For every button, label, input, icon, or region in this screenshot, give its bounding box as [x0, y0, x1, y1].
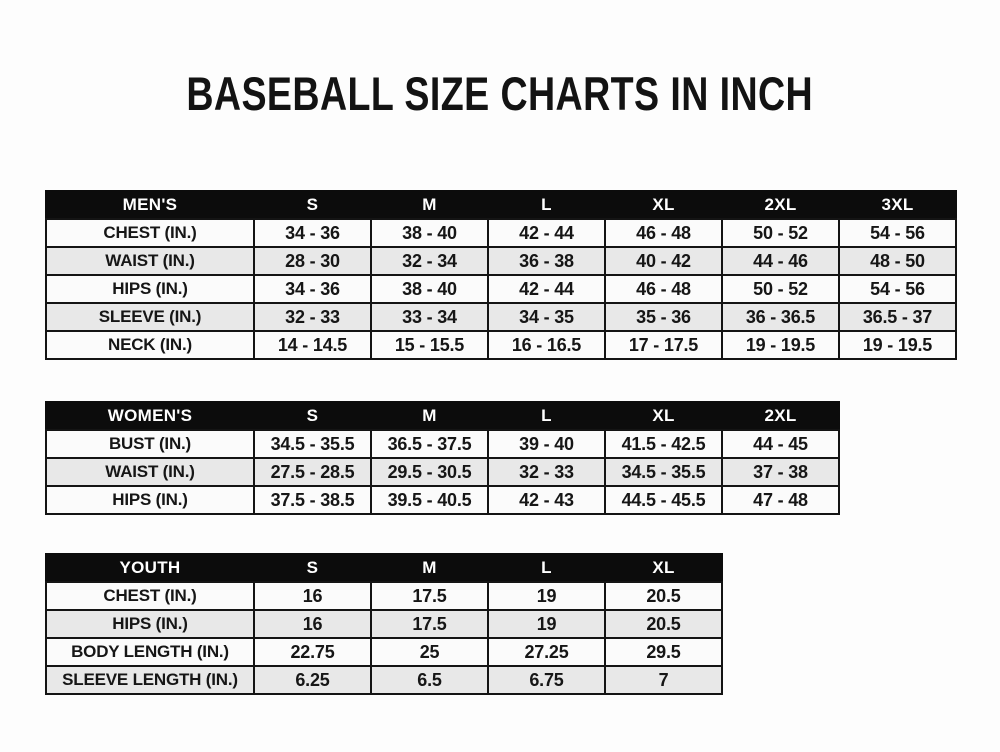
- measurement-label: NECK (IN.): [46, 331, 254, 359]
- size-value: 19 - 19.5: [839, 331, 956, 359]
- column-header-l: L: [488, 554, 605, 582]
- size-value: 32 - 34: [371, 247, 488, 275]
- table-row: [46, 303, 956, 331]
- size-value: 39 - 40: [488, 430, 605, 458]
- column-header-l: L: [488, 402, 605, 430]
- size-value: 29.5 - 30.5: [371, 458, 488, 486]
- table-row: [46, 219, 956, 247]
- measurement-label: BUST (IN.): [46, 430, 254, 458]
- column-header-3xl: 3XL: [839, 191, 956, 219]
- size-value: 15 - 15.5: [371, 331, 488, 359]
- size-value: 42 - 44: [488, 219, 605, 247]
- column-header-s: S: [254, 191, 371, 219]
- header-row: [46, 191, 956, 219]
- size-value: 17.5: [371, 582, 488, 610]
- size-table-womens: [45, 401, 840, 515]
- size-value: 32 - 33: [254, 303, 371, 331]
- column-header-m: M: [371, 402, 488, 430]
- column-header-xl: XL: [605, 554, 722, 582]
- size-value: 34 - 35: [488, 303, 605, 331]
- size-value: 46 - 48: [605, 275, 722, 303]
- size-value: 17.5: [371, 610, 488, 638]
- size-value: 34.5 - 35.5: [254, 430, 371, 458]
- size-value: 7: [605, 666, 722, 694]
- measurement-label: HIPS (IN.): [46, 610, 254, 638]
- size-table-youth: [45, 553, 723, 695]
- size-value: 14 - 14.5: [254, 331, 371, 359]
- size-value: 50 - 52: [722, 219, 839, 247]
- size-value: 38 - 40: [371, 275, 488, 303]
- size-value: 50 - 52: [722, 275, 839, 303]
- size-value: 39.5 - 40.5: [371, 486, 488, 514]
- size-value: 28 - 30: [254, 247, 371, 275]
- size-value: 27.25: [488, 638, 605, 666]
- page-title: BASEBALL SIZE CHARTS IN INCH: [186, 67, 814, 120]
- table-row: [46, 610, 722, 638]
- measurement-label: SLEEVE (IN.): [46, 303, 254, 331]
- table-row: [46, 247, 956, 275]
- size-value: 44 - 45: [722, 430, 839, 458]
- column-header-m: M: [371, 191, 488, 219]
- column-header-s: S: [254, 402, 371, 430]
- column-header-s: S: [254, 554, 371, 582]
- table-row: [46, 486, 839, 514]
- table-title-womens: WOMEN'S: [46, 402, 254, 430]
- size-value: 36 - 38: [488, 247, 605, 275]
- table-row: [46, 458, 839, 486]
- size-value: 20.5: [605, 610, 722, 638]
- size-value: 37 - 38: [722, 458, 839, 486]
- size-value: 19: [488, 582, 605, 610]
- column-header-l: L: [488, 191, 605, 219]
- measurement-label: SLEEVE LENGTH (IN.): [46, 666, 254, 694]
- table-row: [46, 582, 722, 610]
- size-value: 20.5: [605, 582, 722, 610]
- size-value: 47 - 48: [722, 486, 839, 514]
- size-value: 22.75: [254, 638, 371, 666]
- table-row: [46, 666, 722, 694]
- table-title-mens: MEN'S: [46, 191, 254, 219]
- size-value: 41.5 - 42.5: [605, 430, 722, 458]
- measurement-label: WAIST (IN.): [46, 247, 254, 275]
- size-value: 36.5 - 37: [839, 303, 956, 331]
- size-value: 16: [254, 582, 371, 610]
- size-value: 44 - 46: [722, 247, 839, 275]
- table-title-youth: YOUTH: [46, 554, 254, 582]
- size-value: 16: [254, 610, 371, 638]
- table-row: [46, 638, 722, 666]
- table-row: [46, 331, 956, 359]
- size-value: 54 - 56: [839, 275, 956, 303]
- column-header-m: M: [371, 554, 488, 582]
- size-value: 17 - 17.5: [605, 331, 722, 359]
- measurement-label: CHEST (IN.): [46, 582, 254, 610]
- size-value: 54 - 56: [839, 219, 956, 247]
- size-value: 34 - 36: [254, 219, 371, 247]
- size-value: 32 - 33: [488, 458, 605, 486]
- table-row: [46, 275, 956, 303]
- measurement-label: HIPS (IN.): [46, 275, 254, 303]
- measurement-label: CHEST (IN.): [46, 219, 254, 247]
- size-value: 25: [371, 638, 488, 666]
- size-value: 6.25: [254, 666, 371, 694]
- table-row: [46, 430, 839, 458]
- header-row: [46, 554, 722, 582]
- column-header-xl: XL: [605, 191, 722, 219]
- size-value: 35 - 36: [605, 303, 722, 331]
- size-value: 44.5 - 45.5: [605, 486, 722, 514]
- title-bar: [0, 67, 1000, 120]
- size-value: 29.5: [605, 638, 722, 666]
- size-value: 16 - 16.5: [488, 331, 605, 359]
- size-value: 34 - 36: [254, 275, 371, 303]
- size-value: 36 - 36.5: [722, 303, 839, 331]
- size-value: 33 - 34: [371, 303, 488, 331]
- size-value: 46 - 48: [605, 219, 722, 247]
- size-value: 48 - 50: [839, 247, 956, 275]
- size-value: 38 - 40: [371, 219, 488, 247]
- size-value: 19 - 19.5: [722, 331, 839, 359]
- measurement-label: WAIST (IN.): [46, 458, 254, 486]
- size-value: 27.5 - 28.5: [254, 458, 371, 486]
- size-value: 6.75: [488, 666, 605, 694]
- column-header-2xl: 2XL: [722, 402, 839, 430]
- size-value: 19: [488, 610, 605, 638]
- size-value: 36.5 - 37.5: [371, 430, 488, 458]
- size-value: 6.5: [371, 666, 488, 694]
- measurement-label: HIPS (IN.): [46, 486, 254, 514]
- header-row: [46, 402, 839, 430]
- size-table-mens: [45, 190, 957, 360]
- size-value: 34.5 - 35.5: [605, 458, 722, 486]
- size-value: 40 - 42: [605, 247, 722, 275]
- column-header-2xl: 2XL: [722, 191, 839, 219]
- column-header-xl: XL: [605, 402, 722, 430]
- size-value: 37.5 - 38.5: [254, 486, 371, 514]
- measurement-label: BODY LENGTH (IN.): [46, 638, 254, 666]
- size-value: 42 - 43: [488, 486, 605, 514]
- size-value: 42 - 44: [488, 275, 605, 303]
